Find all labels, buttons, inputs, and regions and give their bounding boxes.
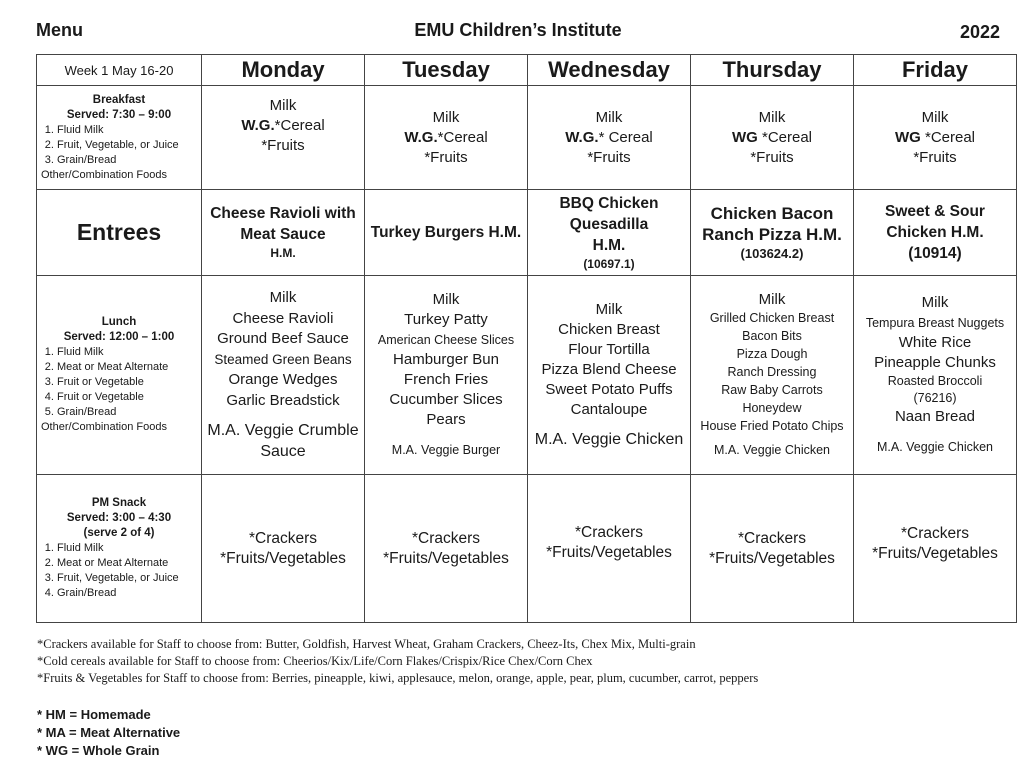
lunch-monday (202, 276, 365, 475)
list-item: 1. Fluid Milk (57, 123, 197, 138)
menu-item: Steamed Green Beans (214, 351, 352, 367)
entree-line: H.M. (592, 236, 626, 254)
menu-item: Turkey Patty (404, 311, 488, 328)
menu-item: Pizza Dough (736, 347, 808, 361)
list-item: 3. Fruit, Vegetable, or Juice (57, 571, 197, 586)
menu-item: *Crackers (900, 524, 970, 542)
menu-item: *Fruits (913, 148, 957, 166)
menu-item: M.A. Veggie Chicken (713, 443, 831, 457)
menu-item: Hamburger Bun (393, 351, 499, 368)
breakfast-title: Breakfast (92, 93, 146, 106)
menu-item: Orange Wedges (228, 371, 338, 388)
breakfast-thursday (691, 86, 854, 190)
lunch-title: Lunch (101, 316, 137, 328)
breakfast-monday (202, 86, 365, 190)
menu-item: WG *Cereal (894, 128, 976, 146)
day-monday: Monday (202, 55, 365, 86)
menu-item: W.G.* Cereal (565, 128, 653, 146)
lunch-friday (854, 276, 1017, 475)
year-label: 2022 (959, 22, 1000, 42)
menu-item: Pears (426, 411, 466, 428)
entrees-row (37, 190, 1017, 276)
entree-line: Turkey Burgers H.M. (370, 224, 522, 241)
lunch-tuesday (365, 276, 528, 475)
snack-label (37, 475, 202, 623)
menu-item: Ground Beef Sauce (217, 330, 349, 347)
breakfast-tuesday (365, 86, 528, 190)
menu-item: Pizza Blend Cheese (541, 361, 677, 378)
menu-item: Tempura Breast Nuggets (865, 316, 1005, 330)
entree-thursday (691, 190, 854, 276)
menu-item: (76216) (913, 391, 957, 405)
menu-item: Bacon Bits (742, 329, 802, 343)
entree-monday (202, 190, 365, 276)
snack-components (41, 541, 197, 601)
entrees-label-cell (37, 190, 202, 276)
entree-line: (103624.2) (740, 246, 804, 261)
abbreviation-legend (37, 706, 180, 760)
menu-item: Flour Tortilla (568, 341, 650, 358)
menu-item: *Crackers (737, 529, 807, 547)
menu-item: Ranch Dressing (727, 365, 817, 379)
institute-title: EMU Children’s Institute (414, 20, 622, 40)
menu-item: Pineapple Chunks (874, 354, 996, 371)
entree-friday (854, 190, 1017, 276)
menu-item: *Crackers (574, 523, 644, 541)
menu-item: W.G.*Cereal (241, 117, 325, 134)
menu-item: M.A. Veggie Chicken (534, 431, 684, 448)
lunch-components (41, 345, 197, 420)
entree-line: Quesadilla (569, 215, 649, 233)
legend-hm: * HM = Homemade (37, 707, 151, 722)
menu-item: W.G.*Cereal (404, 128, 488, 146)
snack-monday (202, 475, 365, 623)
entree-wednesday (528, 190, 691, 276)
entree-line: Cheese Ravioli with (210, 205, 356, 222)
menu-item: Cantaloupe (570, 401, 648, 418)
footnote-fruits-vegetables: *Fruits & Vegetables for Staff to choose from: Berries, pineapple, kiwi, applesauce, melon, orange, apple, pear, plum, cucumber, carrot, peppers (37, 671, 759, 685)
menu-item: Milk (595, 108, 623, 126)
list-item: 1. Fluid Milk (57, 345, 197, 360)
entree-line: Chicken Bacon (710, 204, 834, 223)
menu-item: Milk (269, 97, 297, 114)
menu-item: Milk (432, 291, 460, 308)
list-item: 2. Meat or Meat Alternate (57, 556, 197, 571)
menu-item: Naan Bread (894, 408, 976, 425)
list-item: 2. Meat or Meat Alternate (57, 360, 197, 375)
menu-item: Roasted Broccoli (887, 374, 983, 388)
list-item: 3. Fruit or Vegetable (57, 375, 197, 390)
snack-served: Served: 3:00 – 4:30 (66, 512, 172, 524)
lunch-row (37, 276, 1017, 475)
snack-wednesday (528, 475, 691, 623)
menu-item: M.A. Veggie Chicken (876, 440, 994, 454)
legend-ma: * MA = Meat Alternative (37, 725, 181, 740)
menu-item: Cheese Ravioli (232, 309, 334, 327)
snack-friday (854, 475, 1017, 623)
breakfast-friday (854, 86, 1017, 190)
menu-item: White Rice (898, 334, 972, 351)
list-item: 5. Grain/Bread (57, 405, 197, 420)
breakfast-label (37, 86, 202, 190)
menu-item: Sweet Potato Puffs (545, 381, 673, 398)
menu-item: Chicken Breast (558, 321, 660, 338)
entree-line: (10697.1) (583, 256, 635, 271)
footnote-crackers: *Crackers available for Staff to choose from: Butter, Goldfish, Harvest Wheat, Graham Crackers, Cheez-Its, Chex Mix, Multi-grain (37, 637, 696, 651)
day-wednesday: Wednesday (528, 55, 691, 86)
lunch-other: Other/Combination Foods (41, 421, 167, 433)
entree-line: Chicken H.M. (886, 224, 984, 241)
menu-item: Milk (921, 108, 949, 126)
menu-item: American Cheese Slices (377, 333, 515, 347)
menu-item: Garlic Breadstick (226, 391, 340, 409)
footnote-cereals: *Cold cereals available for Staff to choose from: Cheerios/Kix/Life/Corn Flakes/Crispix/Rice Chex/Corn Chex (37, 654, 593, 668)
snack-thursday (691, 475, 854, 623)
menu-item: Milk (758, 291, 786, 308)
legend-wg: * WG = Whole Grain (37, 743, 160, 758)
breakfast-other: Other/Combination Foods (41, 168, 167, 181)
menu-item: *Fruits (587, 148, 631, 166)
menu-item: *Fruits/Vegetables (220, 549, 346, 567)
list-item: 3. Grain/Bread (57, 153, 197, 168)
breakfast-components (41, 123, 197, 168)
day-tuesday: Tuesday (365, 55, 528, 86)
menu-item: *Fruits (261, 137, 305, 154)
day-header-row (37, 55, 1017, 86)
list-item: 4. Grain/Bread (57, 586, 197, 601)
menu-item: Milk (269, 289, 297, 306)
day-thursday: Thursday (691, 55, 854, 86)
menu-item: French Fries (403, 371, 489, 388)
menu-item: Milk (595, 301, 623, 318)
breakfast-served: Served: 7:30 – 9:00 (66, 108, 172, 121)
snack-serve-note: (serve 2 of 4) (83, 527, 155, 539)
menu-item: *Fruits (424, 148, 468, 166)
breakfast-wednesday (528, 86, 691, 190)
entree-line: Meat Sauce (240, 226, 326, 243)
entree-line: Ranch Pizza H.M. (702, 225, 842, 244)
menu-item: *Crackers (248, 529, 318, 547)
list-item: 4. Fruit or Vegetable (57, 390, 197, 405)
list-item: 1. Fluid Milk (57, 541, 197, 556)
lunch-label (37, 276, 202, 475)
entree-line: (10914) (908, 245, 962, 262)
menu-label: Menu (36, 20, 83, 40)
entree-line: Sweet & Sour (885, 203, 985, 220)
breakfast-row (37, 86, 1017, 190)
menu-item: Milk (758, 108, 786, 126)
snack-title: PM Snack (91, 497, 147, 509)
menu-item: Cucumber Slices (389, 391, 503, 408)
menu-item: *Fruits/Vegetables (546, 543, 672, 561)
menu-item: Milk (921, 294, 949, 311)
menu-item: House Fried Potato Chips (700, 419, 844, 433)
menu-item: Grilled Chicken Breast (709, 311, 835, 325)
menu-item: Sauce (260, 442, 306, 460)
entree-line: BBQ Chicken (559, 194, 659, 212)
menu-item: *Fruits (750, 148, 794, 166)
menu-item: Raw Baby Carrots (721, 383, 823, 397)
menu-item: *Fruits/Vegetables (872, 544, 998, 562)
lunch-thursday (691, 276, 854, 475)
menu-item: M.A. Veggie Crumble (207, 422, 359, 439)
weekly-menu-table (36, 54, 1017, 623)
entree-tuesday (365, 190, 528, 276)
day-friday: Friday (854, 55, 1017, 86)
week-label: Week 1 May 16-20 (37, 55, 202, 86)
menu-item: Honeydew (742, 401, 802, 415)
menu-item: *Crackers (411, 529, 481, 547)
menu-item: Milk (432, 108, 460, 126)
entrees-title: Entrees (76, 219, 162, 245)
menu-item: WG *Cereal (731, 128, 813, 146)
menu-item: M.A. Veggie Burger (391, 443, 501, 457)
list-item: 2. Fruit, Vegetable, or Juice (57, 138, 197, 153)
lunch-wednesday (528, 276, 691, 475)
snack-tuesday (365, 475, 528, 623)
lunch-served: Served: 12:00 – 1:00 (63, 331, 175, 343)
menu-item: *Fruits/Vegetables (709, 549, 835, 567)
entree-line: H.M. (270, 246, 296, 260)
staff-footnotes (37, 636, 1017, 687)
page-header (36, 20, 1000, 44)
snack-row (37, 475, 1017, 623)
menu-item: *Fruits/Vegetables (383, 549, 509, 567)
